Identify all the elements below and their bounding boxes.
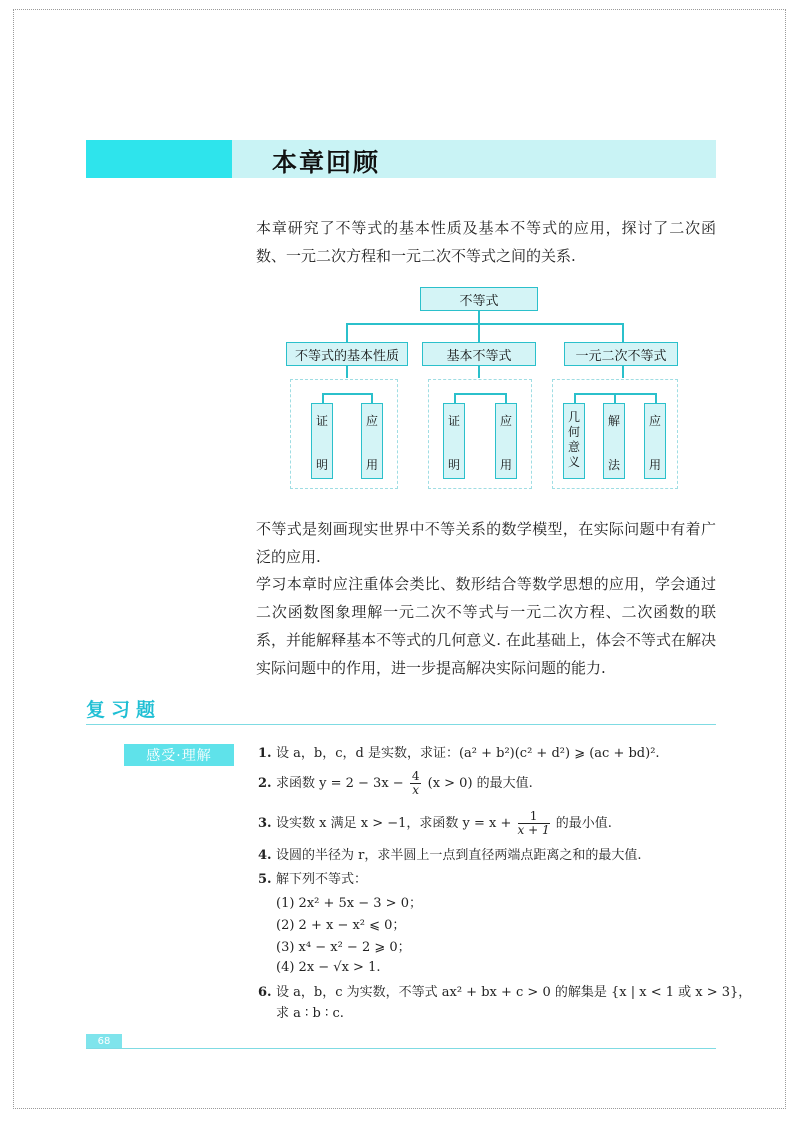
branch-quadratic-inequality: 一元二次不等式 <box>564 342 678 366</box>
question-3 <box>258 810 612 837</box>
question-text: 的最小值. <box>555 816 612 831</box>
leaf-char: 解 <box>607 414 620 428</box>
question-text: (x > 0) 的最大值. <box>427 776 533 791</box>
leaf-char: 何 <box>567 425 580 439</box>
footer-divider <box>86 1048 716 1049</box>
leaf-char: 证 <box>315 414 328 428</box>
connector <box>478 311 480 323</box>
leaf-application <box>361 403 383 479</box>
leaf-char: 证 <box>447 414 460 428</box>
question-number: 3. <box>258 816 272 831</box>
category-badge: 感受·理解 <box>124 744 234 766</box>
page-number: 68 <box>86 1034 122 1048</box>
leaf-char: 应 <box>648 414 661 428</box>
question-text: 设 a，b，c，d 是实数，求证：(a² + b²)(c² + d²) ⩾ (ac + bd)². <box>276 746 660 761</box>
question-text: 设圆的半径为 r，求半圆上一点到直径两端点距离之和的最大值. <box>276 848 642 863</box>
question-number: 2. <box>258 776 272 791</box>
leaf-char: 明 <box>447 458 460 472</box>
leaf-char: 用 <box>365 458 378 472</box>
concept-diagram <box>286 285 678 493</box>
leaf-application <box>644 403 666 479</box>
leaf-char: 用 <box>648 458 661 472</box>
paragraph-model: 不等式是刻画现实世界中不等关系的数学模型，在实际问题中有着广泛的应用. <box>256 520 716 566</box>
connector <box>454 393 506 395</box>
connector <box>322 393 324 403</box>
leaf-char: 应 <box>499 414 512 428</box>
chapter-review-banner <box>86 140 716 178</box>
question-6 <box>258 983 751 1003</box>
question-4 <box>258 846 641 866</box>
connector <box>346 366 348 378</box>
sub-item: (2) 2 + x − x² ⩽ 0； <box>276 918 406 933</box>
question-number: 6. <box>258 985 272 1000</box>
diagram-root: 不等式 <box>420 287 538 311</box>
paragraph-study-advice: 学习本章时应注重体会类比、数形结合等数学思想的应用，学会通过二次函数图象理解一元二次不等式与一元二次方程、二次函数的联系，并能解释基本不等式的几何意义. 在此基础上，体会不等式在解决实际问题中的作用，进一步提高解决实际问题的能力. <box>256 575 716 677</box>
leaf-char: 法 <box>607 458 620 472</box>
question-number: 1. <box>258 746 272 761</box>
leaf-char: 几 <box>567 410 580 424</box>
connector <box>505 393 507 403</box>
connector <box>574 393 576 403</box>
question-text: 求函数 y = 2 − 3x − <box>276 776 404 791</box>
fraction-denominator: x + 1 <box>517 823 550 837</box>
connector <box>346 323 348 342</box>
connector <box>478 323 480 342</box>
fraction <box>518 810 550 837</box>
connector <box>622 366 624 378</box>
fraction-numerator: 1 <box>518 810 550 824</box>
question-2 <box>258 770 533 797</box>
leaf-char: 义 <box>567 455 580 469</box>
leaf-solution <box>603 403 625 479</box>
fraction-numerator: 4 <box>411 769 420 783</box>
leaf-char: 用 <box>499 458 512 472</box>
intro-paragraph: 本章研究了不等式的基本性质及基本不等式的应用，探讨了二次函数、一元二次方程和一元二次不等式之间的关系. <box>256 219 716 265</box>
question-number: 5. <box>258 872 272 887</box>
review-divider <box>86 724 716 725</box>
question-5 <box>258 870 367 890</box>
leaf-proof <box>311 403 333 479</box>
connector <box>655 393 657 403</box>
question-text: 设 a，b，c 为实数，不等式 ax² + bx + c > 0 的解集是 {x | x < 1 或 x > 3}， <box>276 985 752 1000</box>
question-number: 4. <box>258 848 272 863</box>
connector <box>371 393 373 403</box>
sub-item: (4) 2x − √x > 1. <box>276 960 381 975</box>
leaf-application <box>495 403 517 479</box>
sub-item: (1) 2x² + 5x − 3 > 0； <box>276 896 422 911</box>
fraction <box>410 770 422 797</box>
banner-accent <box>86 140 232 178</box>
question-text: 设实数 x 满足 x > −1，求函数 y = x + <box>276 816 512 831</box>
branch-basic-properties: 不等式的基本性质 <box>286 342 408 366</box>
connector <box>322 393 372 395</box>
connector <box>346 323 624 325</box>
leaf-geometric-meaning <box>563 403 585 479</box>
leaf-char: 应 <box>365 414 378 428</box>
fraction-denominator: x <box>412 783 420 797</box>
question-text: 解下列不等式： <box>276 872 368 887</box>
question-1 <box>258 744 660 764</box>
leaf-char: 明 <box>315 458 328 472</box>
connector <box>454 393 456 403</box>
review-heading: 复习题 <box>86 699 162 721</box>
connector <box>478 366 480 378</box>
sub-item: (3) x⁴ − x² − 2 ⩾ 0； <box>276 940 411 955</box>
question-6-continued: 求 a ∶ b ∶ c. <box>276 1006 344 1021</box>
leaf-proof <box>443 403 465 479</box>
connector <box>614 393 616 403</box>
leaf-char: 意 <box>567 440 580 454</box>
connector <box>622 323 624 342</box>
branch-basic-inequality: 基本不等式 <box>422 342 536 366</box>
page-title: 本章回顾 <box>272 148 381 177</box>
